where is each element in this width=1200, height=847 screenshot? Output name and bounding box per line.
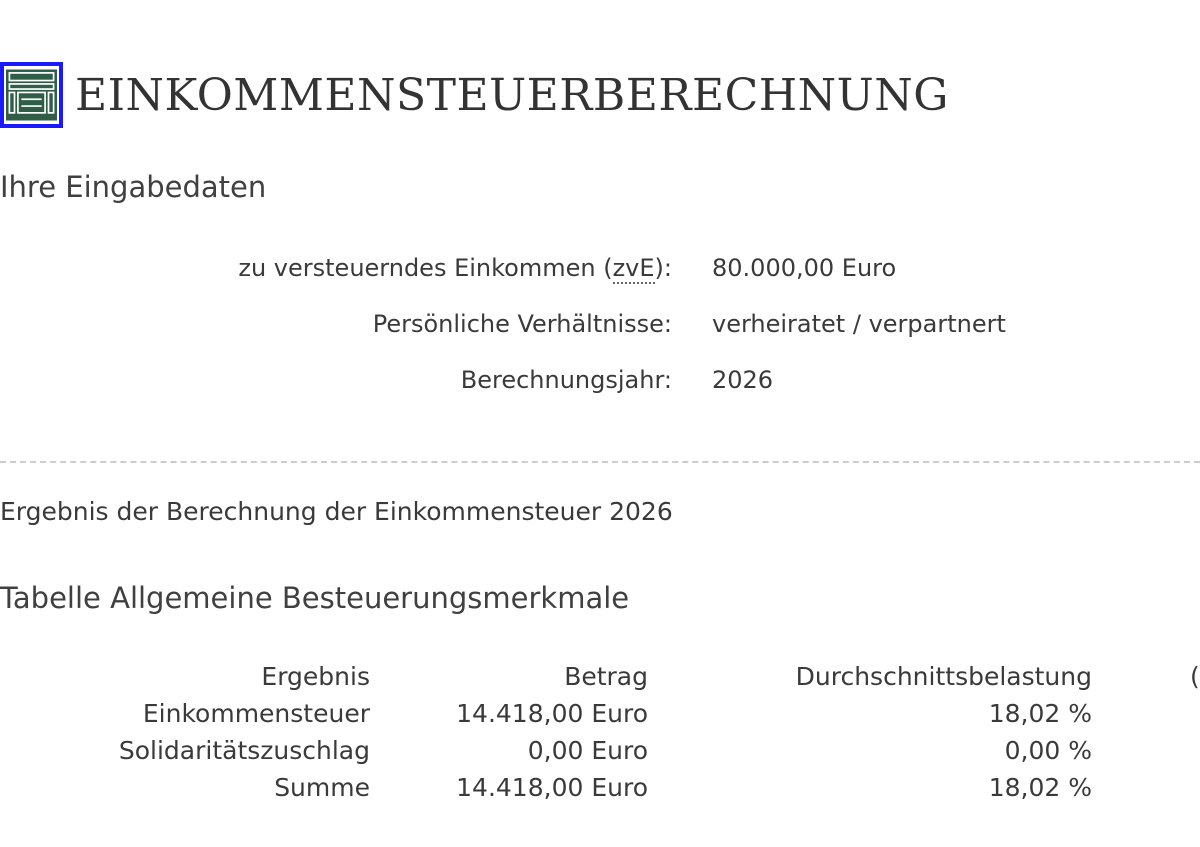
row-label: Summe	[274, 773, 370, 802]
result-caption: Ergebnis der Berechnung der Einkommensteuer 2026	[0, 497, 673, 526]
column-header-average-burden: Durchschnittsbelastung	[795, 662, 1092, 691]
table-row	[0, 699, 1200, 736]
column-header-result: Ergebnis	[261, 662, 370, 691]
row-amount: 14.418,00 Euro	[456, 773, 648, 802]
input-row-status	[0, 310, 1200, 346]
column-header-amount: Betrag	[564, 662, 648, 691]
status-value: verheiratet / verpartnert	[712, 310, 1006, 338]
row-average-burden: 18,02 %	[988, 699, 1092, 728]
row-average-burden: 0,00 %	[1004, 736, 1092, 765]
row-amount: 0,00 Euro	[527, 736, 648, 765]
table-row	[0, 773, 1200, 810]
column-header-truncated: (	[1190, 662, 1200, 691]
zve-abbreviation[interactable]: zvE	[612, 254, 655, 282]
year-label: Berechnungsjahr:	[460, 366, 672, 394]
section-divider	[0, 461, 1200, 463]
form-calculator-icon	[6, 68, 57, 122]
input-row-zve	[0, 254, 1200, 290]
status-label: Persönliche Verhältnisse:	[372, 310, 672, 338]
row-amount: 14.418,00 Euro	[456, 699, 648, 728]
row-label: Solidaritätszuschlag	[118, 736, 370, 765]
table-header-row	[0, 662, 1200, 699]
table-heading: Tabelle Allgemeine Besteuerungsmerkmale	[0, 581, 630, 615]
table-row	[0, 736, 1200, 773]
logo-button[interactable]	[0, 62, 63, 128]
tax-table	[0, 662, 1200, 810]
row-label: Einkommensteuer	[142, 699, 370, 728]
zve-value: 80.000,00 Euro	[712, 254, 897, 282]
input-row-year	[0, 366, 1200, 402]
row-average-burden: 18,02 %	[988, 773, 1092, 802]
zve-label: zu versteuerndes Einkommen (zvE):	[238, 254, 672, 282]
year-value: 2026	[712, 366, 774, 394]
page-title: EINKOMMENSTEUERBERECHNUNG	[75, 69, 949, 121]
page-header	[0, 62, 949, 128]
input-data-heading: Ihre Eingabedaten	[0, 170, 267, 204]
